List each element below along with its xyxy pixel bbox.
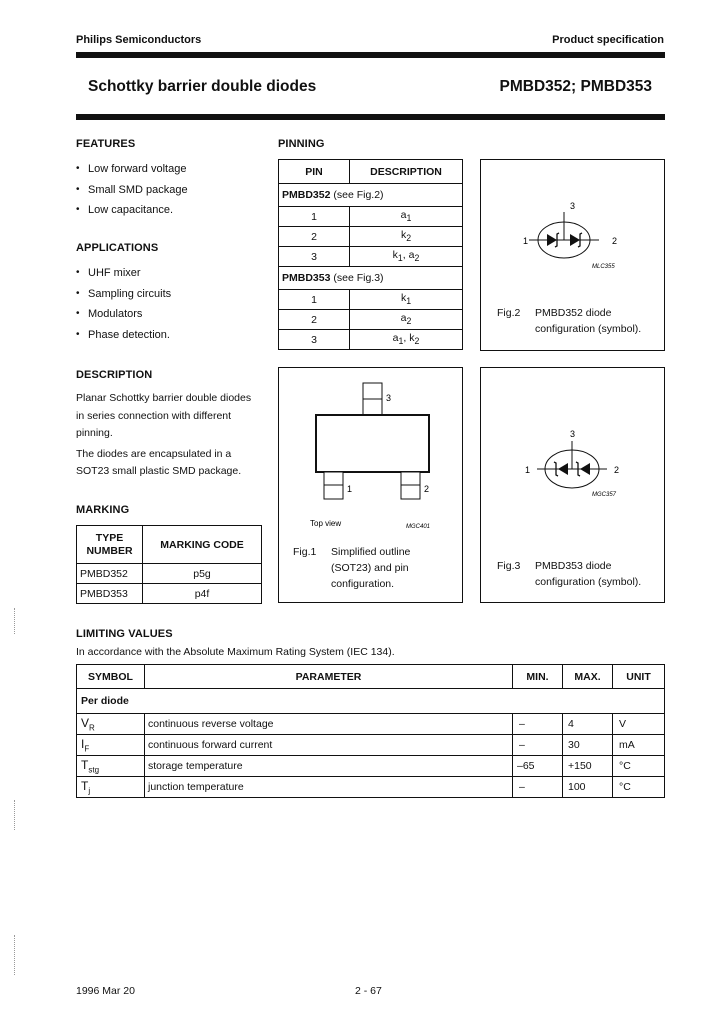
desc-cell xyxy=(350,290,463,310)
header-rule-top xyxy=(76,52,665,58)
col-symbol: SYMBOL xyxy=(77,665,145,689)
footer-page-number: 2 - 67 xyxy=(355,985,382,997)
company-name: Philips Semiconductors xyxy=(76,34,202,46)
col-unit: UNIT xyxy=(613,665,665,689)
min-cell: – xyxy=(513,777,563,798)
figure-code: MGC401 xyxy=(406,524,431,530)
list-item: • UHF mixer xyxy=(76,266,171,287)
desc-sub: 2 xyxy=(406,233,412,244)
fig2-box xyxy=(480,159,665,351)
table-row xyxy=(279,290,463,310)
symbol-sub: j xyxy=(88,786,91,796)
margin-mark xyxy=(14,608,20,634)
code-cell: p4f xyxy=(143,584,262,604)
symbol-cell xyxy=(77,756,145,777)
col-min: MIN. xyxy=(513,665,563,689)
pin-cell: 2 xyxy=(279,310,350,330)
pin-cell: 2 xyxy=(279,227,350,247)
group-part: PMBD353 xyxy=(282,272,331,284)
desc-sub: 1 xyxy=(406,296,412,307)
diode-1-triangle xyxy=(558,463,568,475)
desc-sub: 1 xyxy=(406,213,412,224)
unit-cell: °C xyxy=(613,777,665,798)
min-cell: – xyxy=(513,714,563,735)
desc-sep: , xyxy=(403,332,410,345)
pin-2-label: 2 xyxy=(614,465,620,475)
fig1-label: Fig.1 xyxy=(293,546,317,558)
desc-sub: 2 xyxy=(414,253,420,264)
list-item: • Low forward voltage xyxy=(76,162,188,183)
max-cell: 100 xyxy=(563,777,613,798)
symbol-sub: R xyxy=(89,723,95,733)
fig3-diode-symbol xyxy=(481,368,666,508)
unit-cell: mA xyxy=(613,735,665,756)
desc-cell xyxy=(350,227,463,247)
min-cell: – xyxy=(513,735,563,756)
table-row xyxy=(77,735,665,756)
list-item: • Phase detection. xyxy=(76,328,171,349)
pin-cell: 3 xyxy=(279,247,350,267)
caption-line: PMBD353 diode xyxy=(535,560,612,572)
group-part: PMBD352 xyxy=(282,189,331,201)
unit-cell: V xyxy=(613,714,665,735)
symbol-base: T xyxy=(81,757,89,772)
package-body xyxy=(316,415,429,472)
table-row xyxy=(77,777,665,798)
pin-3-label: 3 xyxy=(386,393,392,403)
desc-sub: 1 xyxy=(398,336,404,347)
limiting-heading: LIMITING VALUES xyxy=(76,628,173,640)
text-line: Planar Schottky barrier double diodes xyxy=(76,392,252,404)
symbol-base: T xyxy=(81,778,89,793)
table-row xyxy=(77,714,665,735)
view-label: Top view xyxy=(310,519,342,528)
desc-base: a xyxy=(400,209,407,222)
pin-cell: 1 xyxy=(279,290,350,310)
list-item: • Modulators xyxy=(76,307,171,328)
desc-base: a xyxy=(400,312,407,325)
max-cell: 4 xyxy=(563,714,613,735)
caption-line: PMBD352 diode xyxy=(535,307,612,319)
figure-code: MGC357 xyxy=(592,492,617,498)
table-row xyxy=(77,564,262,584)
table-row xyxy=(279,330,463,350)
table-row xyxy=(279,207,463,227)
pin-3-label: 3 xyxy=(570,201,576,211)
pin-1-label: 1 xyxy=(525,465,531,475)
pin-1-label: 1 xyxy=(347,484,353,494)
table-row xyxy=(279,227,463,247)
list-item: • Low capacitance. xyxy=(76,203,188,224)
marking-col-type xyxy=(77,526,143,564)
table-row xyxy=(77,756,665,777)
pin-2-label: 2 xyxy=(424,484,430,494)
fig1-package-outline xyxy=(279,368,464,538)
page-title: Schottky barrier double diodes xyxy=(88,78,317,95)
desc-base: k xyxy=(392,249,398,262)
caption-line: configuration. xyxy=(331,578,395,590)
text-line: SOT23 small plastic SMD package. xyxy=(76,465,242,477)
min-cell: –65 xyxy=(513,756,563,777)
marking-table xyxy=(76,525,262,604)
caption-line: configuration (symbol). xyxy=(535,323,642,335)
param-cell: continuous forward current xyxy=(145,735,513,756)
group-per-diode: Per diode xyxy=(77,689,665,714)
caption-line: (SOT23) and pin xyxy=(331,562,409,574)
header-line: TYPE xyxy=(95,531,124,544)
margin-mark xyxy=(14,800,20,830)
description-heading: DESCRIPTION xyxy=(76,369,153,381)
desc-base: k xyxy=(400,292,407,305)
limiting-values-table xyxy=(76,664,665,798)
text-line: pinning. xyxy=(76,427,113,439)
desc-base: a xyxy=(408,249,415,262)
desc-sub: 2 xyxy=(414,336,420,347)
fig1-caption xyxy=(331,544,410,592)
desc-sep: , xyxy=(402,249,409,262)
symbol-sub: stg xyxy=(88,765,100,775)
group-label-pmbd353 xyxy=(279,267,463,290)
pin-2-label: 2 xyxy=(612,236,618,246)
marking-col-code: MARKING CODE xyxy=(143,526,262,564)
desc-col-header: DESCRIPTION xyxy=(350,160,463,184)
param-cell: junction temperature xyxy=(145,777,513,798)
group-ref: (see Fig.2) xyxy=(330,189,384,201)
list-item: • Small SMD package xyxy=(76,183,188,204)
limiting-intro: In accordance with the Absolute Maximum Rating System (IEC 134). xyxy=(76,646,395,658)
diode-2-triangle xyxy=(570,234,580,246)
symbol-cell xyxy=(77,735,145,756)
pin-cell: 3 xyxy=(279,330,350,350)
symbol-base: V xyxy=(81,715,90,730)
applications-list xyxy=(76,266,171,348)
code-cell: p5g xyxy=(143,564,262,584)
pinning-heading: PINNING xyxy=(278,138,325,150)
applications-heading: APPLICATIONS xyxy=(76,242,159,254)
symbol-base: I xyxy=(81,736,85,751)
symbol-sub: F xyxy=(84,744,90,754)
part-numbers: PMBD352; PMBD353 xyxy=(499,78,652,95)
desc-base: k xyxy=(409,332,415,345)
header-rule-bottom xyxy=(76,114,665,120)
type-cell: PMBD353 xyxy=(77,584,143,604)
group-ref: (see Fig.3) xyxy=(330,272,384,284)
diode-1-triangle xyxy=(547,234,557,246)
fig2-label: Fig.2 xyxy=(497,307,521,319)
param-cell: storage temperature xyxy=(145,756,513,777)
desc-cell xyxy=(350,207,463,227)
fig2-caption xyxy=(535,305,641,337)
desc-cell xyxy=(350,247,463,267)
fig3-label: Fig.3 xyxy=(497,560,521,572)
marking-heading: MARKING xyxy=(76,504,130,516)
desc-cell xyxy=(350,330,463,350)
description-text xyxy=(76,390,251,481)
col-max: MAX. xyxy=(563,665,613,689)
desc-sub: 1 xyxy=(397,253,403,264)
header-line: NUMBER xyxy=(86,544,133,557)
symbol-cell xyxy=(77,777,145,798)
table-row xyxy=(77,584,262,604)
fig3-box xyxy=(480,367,665,603)
table-row xyxy=(279,247,463,267)
list-item: • Sampling circuits xyxy=(76,287,171,308)
margin-mark xyxy=(14,935,20,975)
desc-cell xyxy=(350,310,463,330)
desc-sub: 2 xyxy=(406,316,412,327)
diode-2-triangle xyxy=(580,463,590,475)
text-line: in series connection with different xyxy=(76,409,232,422)
col-parameter: PARAMETER xyxy=(145,665,513,689)
table-row xyxy=(279,310,463,330)
desc-base: a xyxy=(392,332,399,345)
caption-line: configuration (symbol). xyxy=(535,576,642,588)
text-line: The diodes are encapsulated in a xyxy=(76,447,232,460)
footer-date: 1996 Mar 20 xyxy=(76,985,135,997)
pin-col-header: PIN xyxy=(279,160,350,184)
fig2-diode-symbol xyxy=(481,160,666,290)
group-label-pmbd352 xyxy=(279,184,463,207)
pinning-table xyxy=(278,159,463,350)
symbol-cell xyxy=(77,714,145,735)
max-cell: 30 xyxy=(563,735,613,756)
doc-type: Product specification xyxy=(552,34,664,46)
pin-1-label: 1 xyxy=(523,236,529,246)
max-cell: +150 xyxy=(563,756,613,777)
type-cell: PMBD352 xyxy=(77,564,143,584)
fig3-caption xyxy=(535,558,641,590)
caption-line: Simplified outline xyxy=(331,546,411,558)
fig1-box xyxy=(278,367,463,603)
pin-cell: 1 xyxy=(279,207,350,227)
unit-cell: °C xyxy=(613,756,665,777)
features-heading: FEATURES xyxy=(76,138,136,150)
features-list xyxy=(76,162,188,224)
desc-base: k xyxy=(400,229,407,242)
pin-3-label: 3 xyxy=(570,429,576,439)
param-cell: continuous reverse voltage xyxy=(145,714,513,735)
figure-code: MLC355 xyxy=(592,264,615,270)
